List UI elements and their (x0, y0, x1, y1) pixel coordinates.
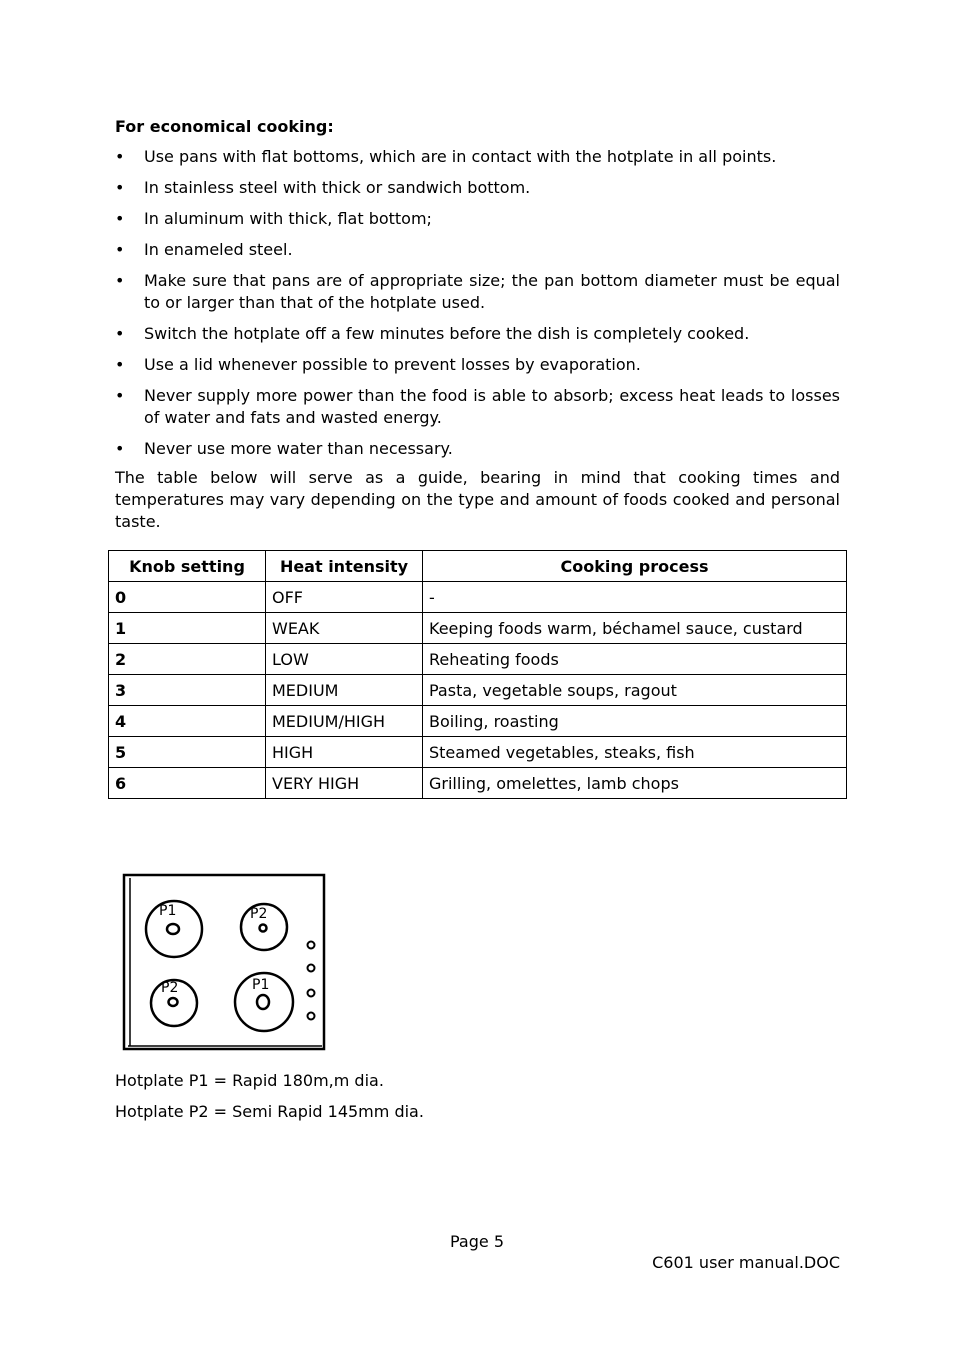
knob-setting-cell: 2 (109, 644, 266, 675)
table-header-row (109, 551, 847, 582)
hotplate-label: P1 (159, 903, 177, 919)
knob-setting-cell: 6 (109, 768, 266, 799)
heat-intensity-cell: VERY HIGH (266, 768, 423, 799)
list-item (115, 438, 840, 460)
control-knobs (308, 942, 315, 1020)
knob-icon (308, 942, 315, 949)
cooking-process-cell: - (423, 582, 847, 613)
table-row (109, 582, 847, 613)
knob-icon (308, 1013, 315, 1020)
knob-setting-table (108, 550, 847, 799)
list-item (115, 323, 840, 345)
tips-list (115, 146, 840, 469)
hotplate-caption: Hotplate P2 = Semi Rapid 145mm dia. (115, 1102, 424, 1121)
heat-intensity-cell: OFF (266, 582, 423, 613)
knob-setting-cell: 0 (109, 582, 266, 613)
heat-intensity-cell: WEAK (266, 613, 423, 644)
bullet-icon: • (115, 355, 125, 374)
table-row (109, 613, 847, 644)
cooking-process-cell: Pasta, vegetable soups, ragout (423, 675, 847, 706)
bullet-icon: • (115, 178, 125, 197)
list-item (115, 270, 840, 314)
list-item (115, 385, 840, 429)
hob-outline (124, 875, 324, 1049)
hotplate-caption: Hotplate P1 = Rapid 180m,m dia. (115, 1071, 384, 1090)
knob-setting-cell: 1 (109, 613, 266, 644)
list-item (115, 177, 840, 199)
knob-setting-cell: 4 (109, 706, 266, 737)
list-item-text: In stainless steel with thick or sandwich bottom. (144, 178, 531, 197)
bullet-icon: • (115, 324, 125, 343)
list-item-text: In aluminum with thick, flat bottom; (144, 209, 432, 228)
document-name: C601 user manual.DOC (652, 1253, 840, 1272)
list-item-text: Switch the hotplate off a few minutes before the dish is completely cooked. (144, 324, 750, 343)
knob-setting-cell: 5 (109, 737, 266, 768)
hotplate-bottom-left (151, 980, 197, 1026)
section-heading: For economical cooking: (115, 117, 334, 136)
hotplate-top-right (241, 904, 287, 950)
list-item-text: Never use more water than necessary. (144, 439, 453, 458)
bullet-icon: • (115, 439, 125, 458)
table-row (109, 706, 847, 737)
cooking-process-cell: Steamed vegetables, steaks, fish (423, 737, 847, 768)
bullet-icon: • (115, 209, 125, 228)
heat-intensity-cell: MEDIUM (266, 675, 423, 706)
bullet-icon: • (115, 386, 125, 405)
knob-icon (308, 990, 315, 997)
bullet-icon: • (115, 271, 125, 290)
intro-paragraph: The table below will serve as a guide, bearing in mind that cooking times and temperatures may vary depending on the type and amount of foods cooked and personal taste. (115, 468, 840, 531)
knob-icon (308, 965, 315, 972)
cooking-process-cell: Reheating foods (423, 644, 847, 675)
bullet-icon: • (115, 147, 125, 166)
cooking-process-cell: Grilling, omelettes, lamb chops (423, 768, 847, 799)
hotplate-bottom-right (235, 973, 293, 1031)
list-item (115, 208, 840, 230)
hotplate-label: P2 (161, 980, 179, 996)
heat-intensity-cell: LOW (266, 644, 423, 675)
table-row (109, 644, 847, 675)
bullet-icon: • (115, 240, 125, 259)
list-item-text: Make sure that pans are of appropriate size; the pan bottom diameter must be equal to or larger than that of the hotplate used. (144, 271, 840, 312)
hob-layout-diagram (120, 870, 330, 1054)
heat-intensity-cell: MEDIUM/HIGH (266, 706, 423, 737)
hotplate-label: P2 (250, 906, 268, 922)
page-number: Page 5 (450, 1232, 504, 1251)
knob-setting-cell: 3 (109, 675, 266, 706)
cooking-process-cell: Boiling, roasting (423, 706, 847, 737)
list-item (115, 146, 840, 168)
hotplate-top-left (146, 901, 202, 957)
heat-intensity-cell: HIGH (266, 737, 423, 768)
column-header: Cooking process (423, 551, 847, 582)
list-item-text: Never supply more power than the food is able to absorb; excess heat leads to losses of water and fats and wasted energy. (144, 386, 840, 427)
list-item-text: In enameled steel. (144, 240, 293, 259)
column-header: Heat intensity (266, 551, 423, 582)
list-item (115, 239, 840, 261)
list-item-text: Use pans with flat bottoms, which are in contact with the hotplate in all points. (144, 147, 777, 166)
list-item-text: Use a lid whenever possible to prevent losses by evaporation. (144, 355, 641, 374)
hotplate-label: P1 (252, 977, 270, 993)
table-row (109, 768, 847, 799)
column-header: Knob setting (109, 551, 266, 582)
list-item (115, 354, 840, 376)
table-row (109, 737, 847, 768)
table-row (109, 675, 847, 706)
cooking-process-cell: Keeping foods warm, béchamel sauce, custard (423, 613, 847, 644)
